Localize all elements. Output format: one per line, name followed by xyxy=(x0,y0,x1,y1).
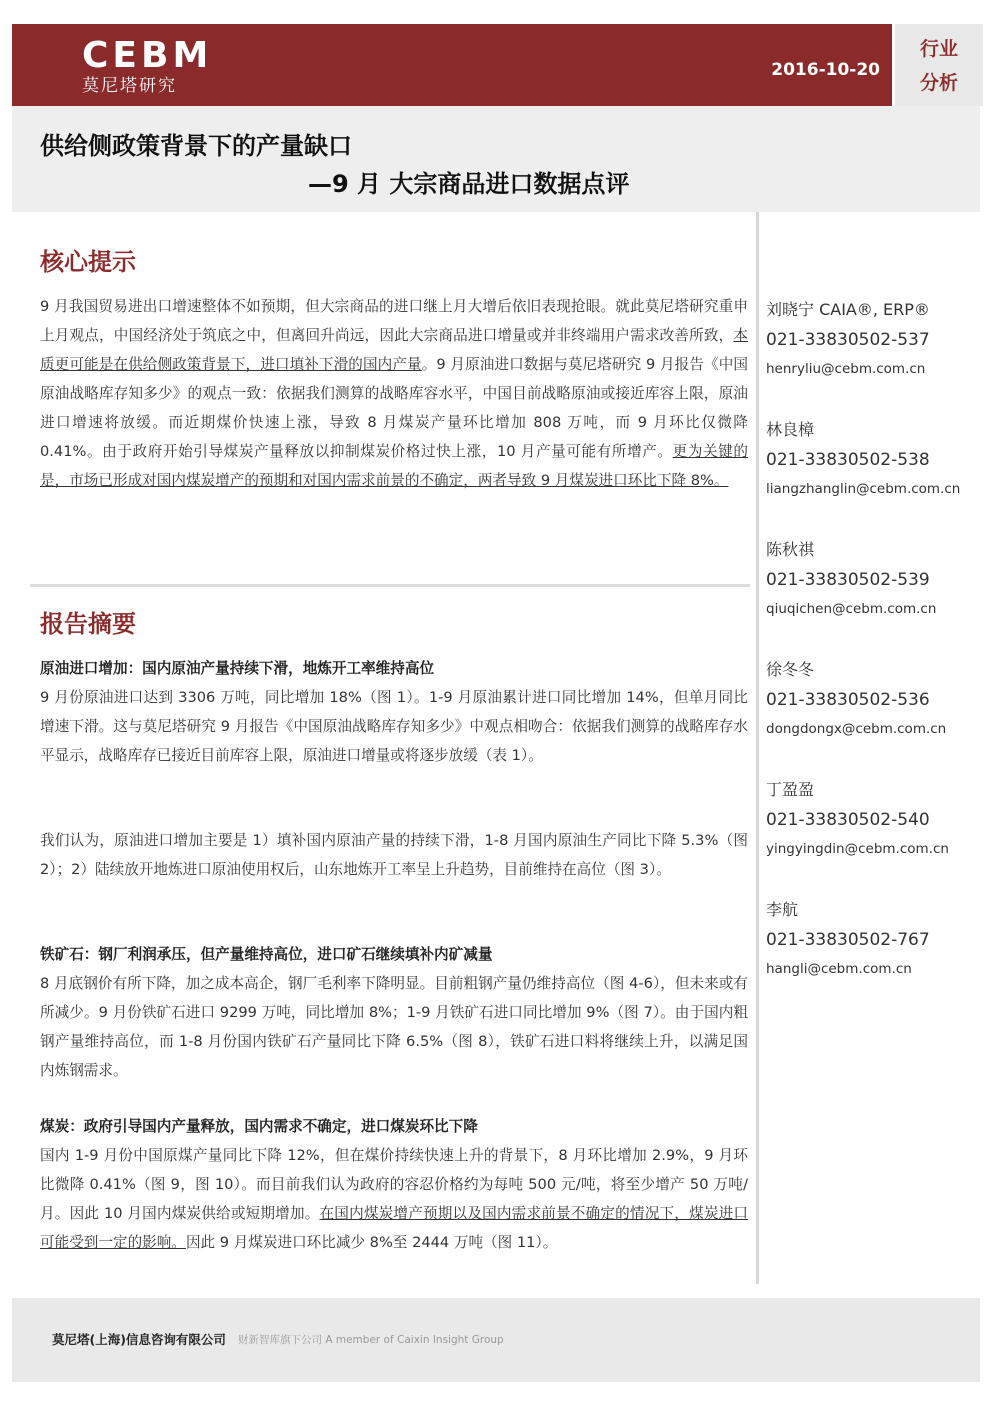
core-tips-text-1: 9 月我国贸易进出口增速整体不如预期，但大宗商品的进口继上月大增后依旧表现抢眼。就此莫尼塔研究重申上月观点，中国经济处于筑底之中，但离回升尚远，因此大宗商品进口增量或并非终端用户需求改善所致， xyxy=(40,298,748,344)
coal-section xyxy=(40,1112,748,1257)
analyst-name: 李航 xyxy=(766,900,799,919)
analyst-phone: 021-33830502-536 xyxy=(766,690,930,710)
header-band xyxy=(12,24,892,106)
analyst-email: qiuqichen@cebm.com.cn xyxy=(766,601,937,617)
report-date: 2016-10-20 xyxy=(771,60,880,80)
analyst-phone: 021-33830502-540 xyxy=(766,810,930,830)
iron-paragraph: 8 月底钢价有所下降，加之成本高企，钢厂毛利率下降明显。目前粗钢产量仍维持高位（图 4-6），但未来或有所减少。9 月份铁矿石进口 9299 万吨，同比增加 8%；1-9 月铁矿石进口同比增加 9%（图 7）。由于国内粗钢产量维持高位，而 1-8 月份国内铁矿石产量同比下降 6.5%（图 8），铁矿石进口料将继续上升，以满足国内炼钢需求。 xyxy=(40,975,748,1079)
oil-paragraph-1: 9 月份原油进口达到 3306 万吨，同比增加 18%（图 1）。1-9 月原油累计进口同比增加 14%，但单月同比增速下滑。这与莫尼塔研究 9 月报告《中国原油战略库存知多少》中观点相吻合：依据我们测算的战略库存水平显示，战略库存已接近目前库容上限，原油进口增量或将逐步放缓（表 1）。 xyxy=(40,689,748,764)
core-tips-underline-2: 更为关键的是，市场已形成对国内煤炭增产的预期和对国内需求前景的不确定，两者导致 9 月煤炭进口环比下降 8%。 xyxy=(40,443,748,489)
core-tips-body xyxy=(40,292,748,495)
iron-subheading: 铁矿石：钢厂利润承压，但产量维持高位，进口矿石继续填补内矿减量 xyxy=(40,946,493,963)
core-tips-underline-1: 本质更可能是在供给侧政策背景下，进口填补下滑的国内产量 xyxy=(40,327,748,373)
sidebar-divider xyxy=(756,212,759,1284)
analyst-phone: 021-33830502-537 xyxy=(766,330,930,350)
analyst-name: 刘晓宁 CAIA®, ERP® xyxy=(766,300,930,319)
coal-subheading: 煤炭：政府引导国内产量释放，国内需求不确定，进口煤炭环比下降 xyxy=(40,1118,478,1135)
coal-paragraph xyxy=(40,1141,748,1257)
footer-group: 财新智库旗下公司 A member of Caixin Insight Group xyxy=(238,1334,504,1346)
core-tips-heading: 核心提示 xyxy=(40,248,136,276)
logo-name: 莫尼塔研究 xyxy=(82,76,177,96)
analyst-name: 陈秋祺 xyxy=(766,540,815,559)
coal-text: 国内 1-9 月份中国原煤产量同比下降 12%，但在煤价持续快速上升的背景下，8 月环比增加 2.9%，9 月环比微降 0.41%（图 9，图 10）。而目前我们认为政府的容忍价格约为每吨 500 元/吨，将至少增产 50 万吨/月。因此 10 月国内煤炭供给或短期增加。 xyxy=(40,1147,748,1222)
analyst-name: 林良樟 xyxy=(766,420,815,439)
analyst-email: henryliu@cebm.com.cn xyxy=(766,361,926,377)
coal-underline: 在国内煤炭增产预期以及国内需求前景不确定的情况下，煤炭进口可能受到一定的影响。 xyxy=(40,1205,748,1251)
title-area xyxy=(12,106,980,212)
analyst-email: hangli@cebm.com.cn xyxy=(766,961,912,977)
contact-card xyxy=(766,416,986,536)
oil-subheading: 原油进口增加：国内原油产量持续下滑，地炼开工率维持高位 xyxy=(40,660,435,677)
summary-heading: 报告摘要 xyxy=(40,610,136,638)
analyst-email: dongdongx@cebm.com.cn xyxy=(766,721,947,737)
analyst-phone: 021-33830502-538 xyxy=(766,450,930,470)
tag-line-2: 分析 xyxy=(919,72,958,94)
report-subtitle: —9 月 大宗商品进口数据点评 xyxy=(308,170,630,198)
oil-section xyxy=(40,654,748,770)
analyst-phone: 021-33830502-767 xyxy=(766,930,930,950)
core-tips-text-2: 。9 月原油进口数据与莫尼塔研究 9 月报告《中国原油战略库存知多少》的观点一致：依据我们测算的战略库容水平，中国目前战略原油或接近库容上限，原油进口增速将放缓。而近期煤价快速上涨，导致 8 月煤炭产量环比增加 808 万吨，而 9 月环比仅微降 0.41%。由于政府开始引导煤炭产量释放以抑制煤炭价格过快上涨，10 月产量可能有所增产。 xyxy=(40,356,748,460)
section-divider xyxy=(30,584,750,587)
report-type-tag xyxy=(892,24,983,106)
coal-text-end: 因此 9 月煤炭进口环比减少 8%至 2444 万吨（图 11）。 xyxy=(185,1234,558,1251)
analyst-name: 徐冬冬 xyxy=(766,660,815,679)
footer-company: 莫尼塔(上海)信息咨询有限公司 xyxy=(52,1332,226,1347)
report-title: 供给侧政策背景下的产量缺口 xyxy=(40,132,352,160)
contact-card xyxy=(766,776,986,896)
analyst-name: 丁盈盈 xyxy=(766,780,815,799)
analyst-email: liangzhanglin@cebm.com.cn xyxy=(766,481,961,497)
iron-section xyxy=(40,940,748,1085)
analyst-email: yingyingdin@cebm.com.cn xyxy=(766,841,949,857)
contact-card xyxy=(766,656,986,776)
analyst-contacts xyxy=(766,296,986,1016)
analyst-phone: 021-33830502-539 xyxy=(766,570,930,590)
logo-mark: CEBM xyxy=(82,35,213,76)
tag-line-1: 行业 xyxy=(919,38,958,60)
page-footer xyxy=(12,1298,980,1382)
contact-card xyxy=(766,296,986,416)
contact-card xyxy=(766,896,986,1016)
contact-card xyxy=(766,536,986,656)
cebm-logo xyxy=(82,36,212,96)
oil-paragraph-2: 我们认为，原油进口增加主要是 1）填补国内原油产量的持续下滑，1-8 月国内原油生产同比下降 5.3%（图 2）；2）陆续放开地炼进口原油使用权后，山东地炼开工率呈上升趋势，目前维持在高位（图 3）。 xyxy=(40,832,748,878)
